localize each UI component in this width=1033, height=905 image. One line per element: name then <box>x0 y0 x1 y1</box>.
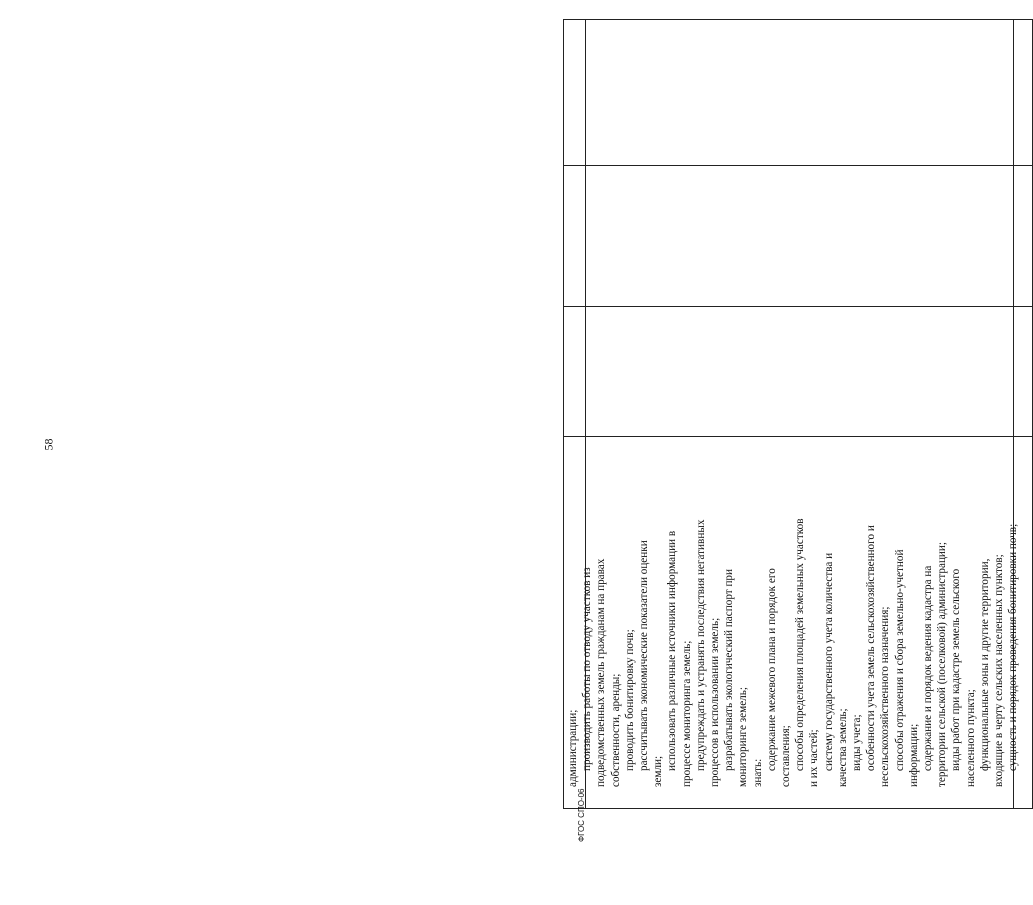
text-line: предупреждать и устранять последствия негативных <box>694 519 707 771</box>
text-line: производить работы по отводу участков из <box>581 567 594 771</box>
text-line: виды учета; <box>851 714 864 771</box>
rotated-page <box>563 19 1033 809</box>
text-line: содержание и порядок ведения кадастра на <box>922 565 935 771</box>
text-line: территории сельской (поселковой) администрации; <box>936 541 949 787</box>
text-line: особенности учета земель сельскохозяйственного и <box>865 525 878 771</box>
column-divider <box>563 306 1033 307</box>
text-line: собственности, аренды; <box>609 673 622 787</box>
text-line: качества земель; <box>836 708 849 787</box>
text-line: разрабатывать экологический паспорт при <box>723 568 736 771</box>
text-line: проводить бонитировку почв; <box>623 629 636 771</box>
text-line: сущность и порядок проведения бонитировки почв; <box>1007 523 1020 771</box>
text-line: рассчитывать экономические показатели оценки <box>638 540 651 771</box>
column-divider <box>563 436 1033 437</box>
text-line: способы отражения и сбора земельно-учетной <box>893 549 906 771</box>
text-line: и их частей; <box>808 729 821 787</box>
text-line: функциональные зоны и другие территории, <box>978 558 991 771</box>
text-line: несельскохозяйственного назначения; <box>879 606 892 787</box>
competency-cell <box>566 449 1020 787</box>
text-line: знать: <box>751 758 764 787</box>
competency-text-list <box>566 449 1021 787</box>
text-line: процессов в использовании земель; <box>709 617 722 787</box>
text-line: использовать различные источники информации в <box>666 530 679 771</box>
text-line: мониторинге земель; <box>737 687 750 787</box>
text-line: составления; <box>780 725 793 787</box>
text-line: виды работ при кадастре земель сельского <box>950 568 963 771</box>
text-line: способы определения площадей земельных участков <box>794 518 807 771</box>
text-line: подведомственных земель гражданам на правах <box>595 558 608 787</box>
text-line: земли; <box>652 755 665 787</box>
footer-label: ФГОС СПО-06 <box>577 788 586 842</box>
text-line: систему государственного учета количества и <box>822 552 835 771</box>
text-line: процессе мониторинга земель; <box>680 640 693 787</box>
column-divider <box>563 165 1033 166</box>
text-line: администрации; <box>567 709 579 787</box>
text-line: входящие в черту сельских населенных пунктов; <box>993 554 1006 787</box>
text-line: содержание межевого плана и порядок его <box>765 568 778 771</box>
page-number: 58 <box>41 438 56 451</box>
text-line: информации; <box>907 723 920 787</box>
text-line: населенного пункта; <box>964 689 977 787</box>
